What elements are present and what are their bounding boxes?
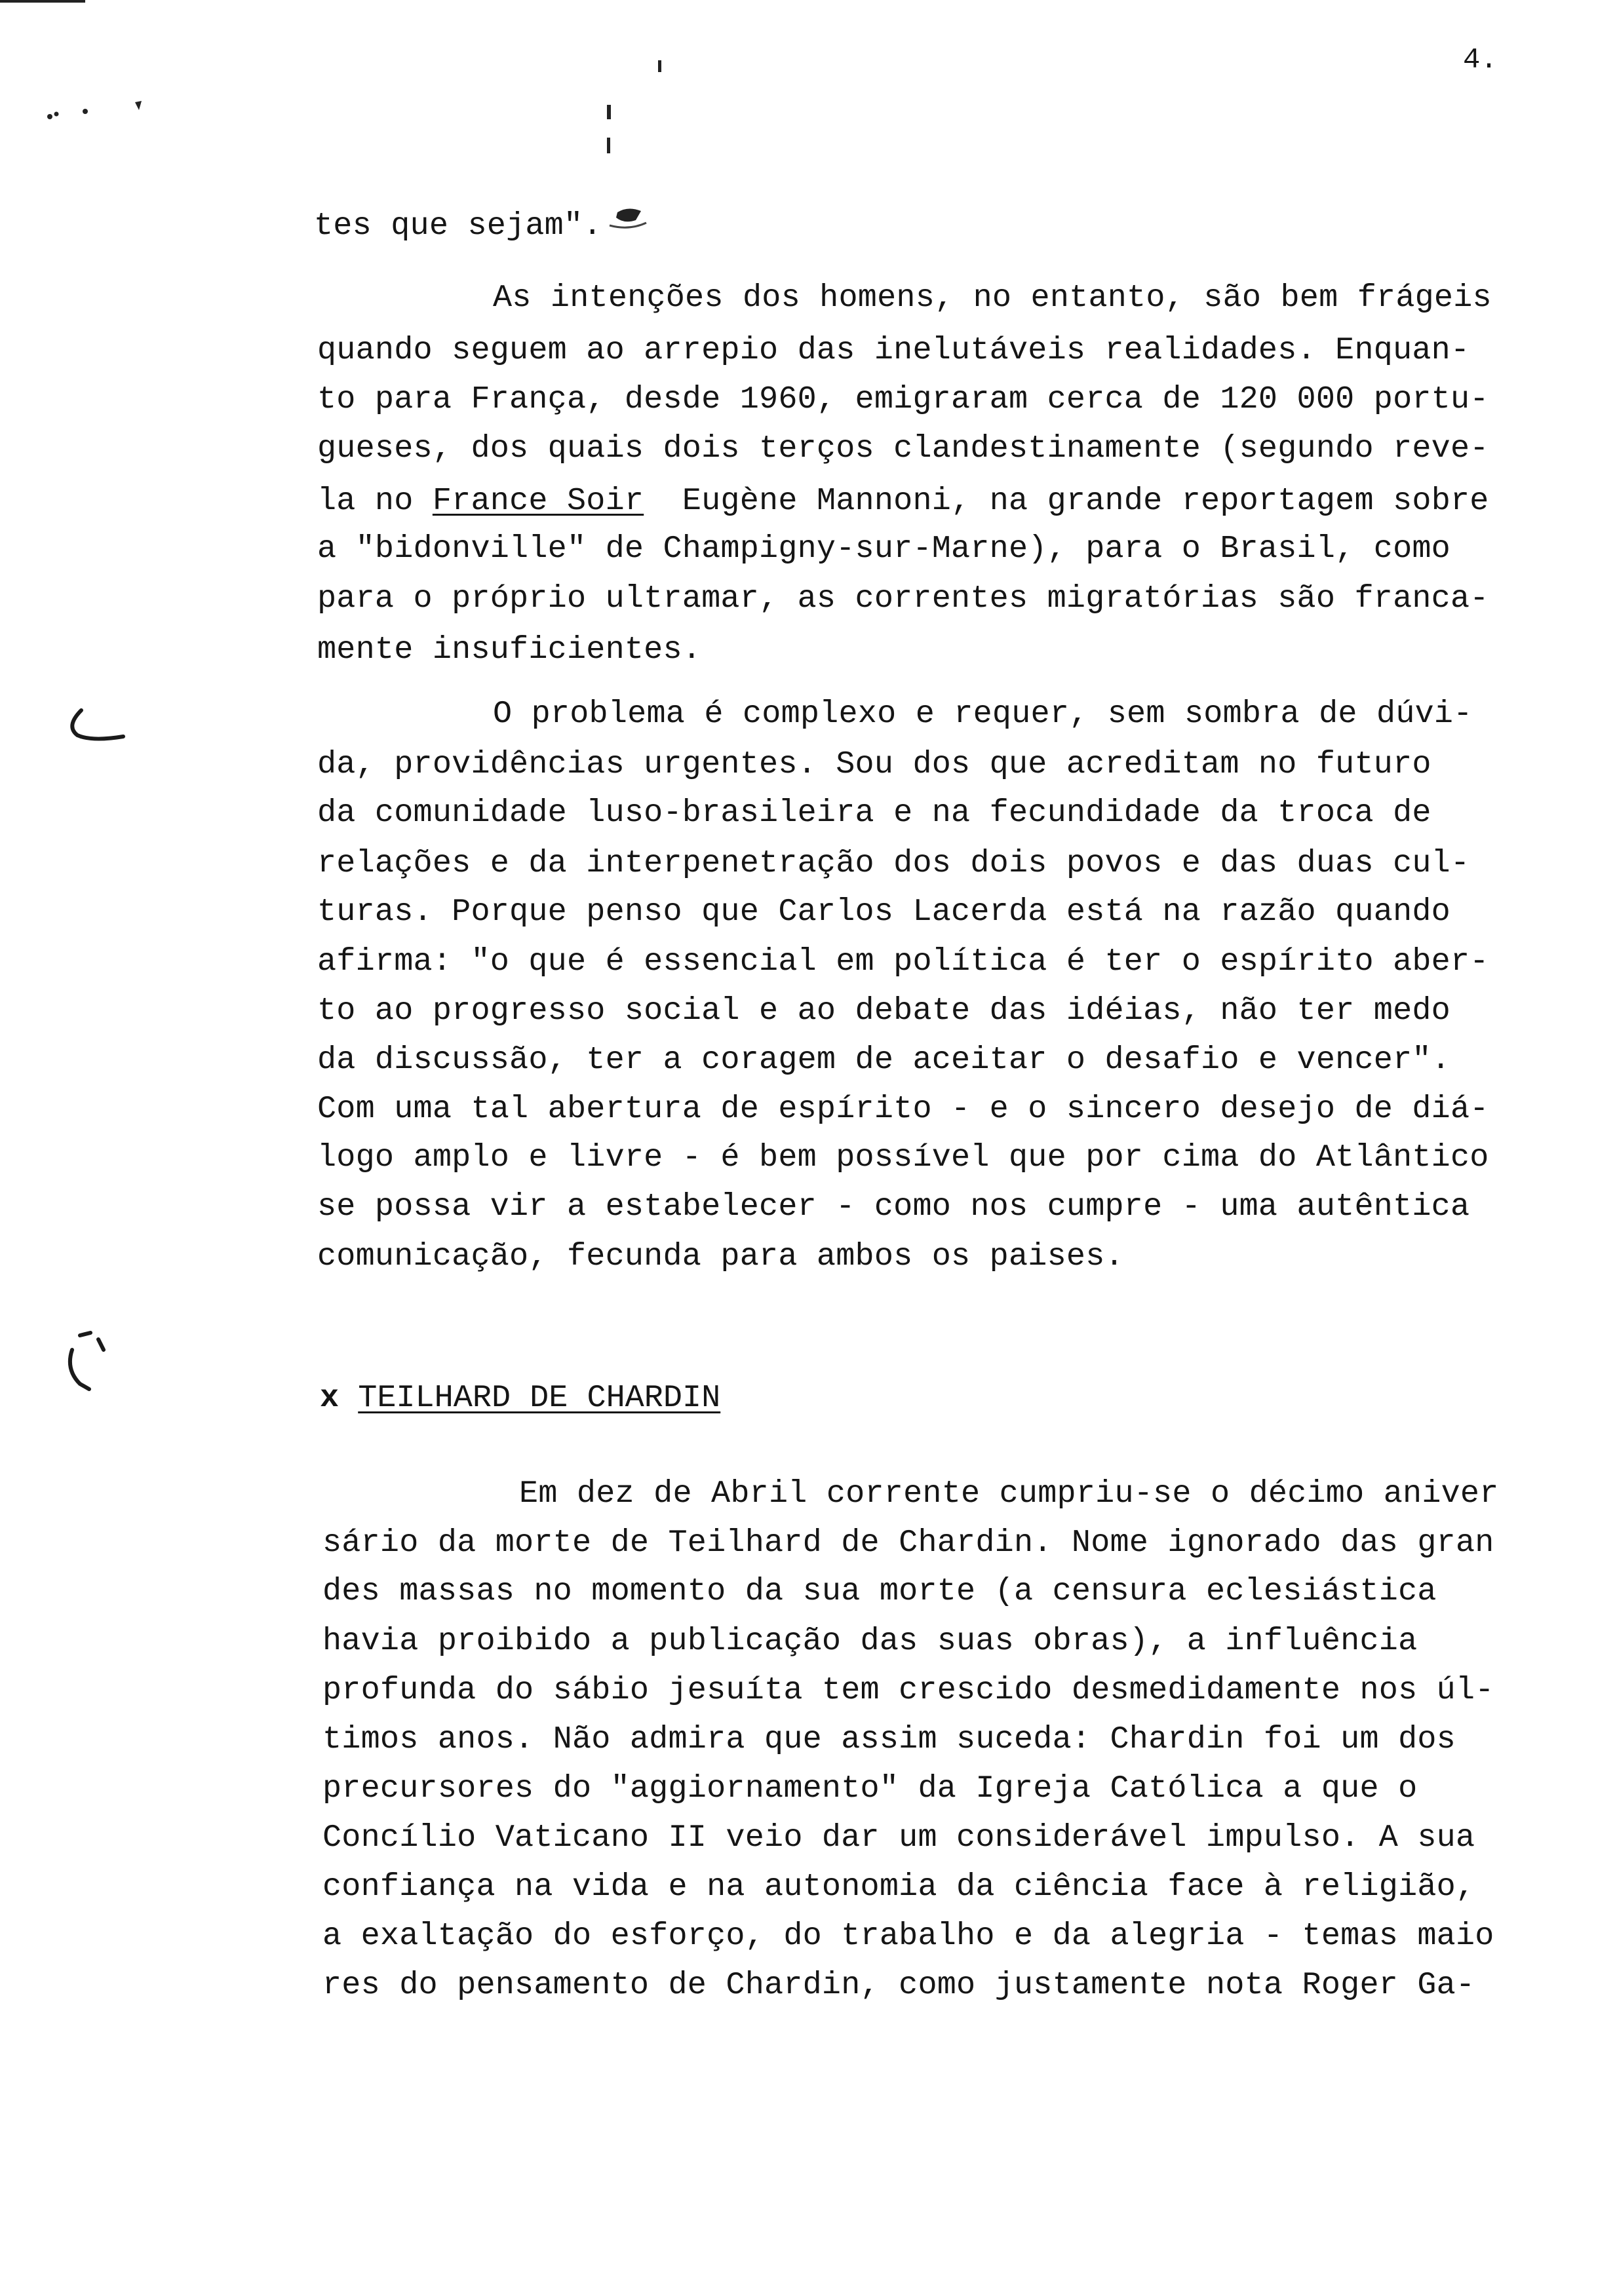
text-line: da comunidade luso-brasileira e na fecundidade da troca de [317,795,1431,831]
text-line: a "bidonville" de Champigny-sur-Marne), para o Brasil, como [317,531,1450,567]
text-line: As intenções dos homens, no entanto, são bem frágeis [493,280,1492,316]
text-line: a exaltação do esforço, do trabalho e da alegria - temas maio [322,1918,1494,1954]
text-line: O problema é complexo e requer, sem sombra de dúvi- [493,696,1473,732]
text-line: to para França, desde 1960, emigraram cerca de 120 000 portu- [317,381,1489,417]
text-line: tes que sejam". [314,208,602,244]
text-line: to ao progresso social e ao debate das idéias, não ter medo [317,993,1450,1029]
text-line: precursores do "aggiornamento" da Igreja Católica a que o [322,1770,1418,1807]
text-line: havia proibido a publicação das suas obras), a influência [322,1623,1418,1659]
newspaper-title: France Soir [432,483,644,519]
top-edge-mark [0,0,85,3]
text-line: relações e da interpenetração dos dois povos e das duas cul- [317,845,1470,881]
text-line: des massas no momento da sua morte (a censura eclesiástica [322,1573,1437,1609]
text-line: profunda do sábio jesuíta tem crescido desmedidamente nos úl- [322,1672,1494,1708]
text-line: sário da morte de Teilhard de Chardin. Nome ignorado das gran [322,1525,1494,1561]
text-line: para o próprio ultramar, as correntes migratórias são franca- [317,581,1489,617]
text-line: turas. Porque penso que Carlos Lacerda está na razão quando [317,894,1450,930]
page-number: 4. [1463,44,1498,77]
text-line: res do pensamento de Chardin, como justamente nota Roger Ga- [322,1967,1475,2003]
text-line: quando seguem ao arrepio das inelutáveis realidades. Enquan- [317,332,1470,368]
section-title: TEILHARD DE CHARDIN [358,1380,721,1416]
speck-marks-top-center [590,52,708,249]
bracket-mark-left [63,708,128,747]
text-line: Concílio Vaticano II veio dar um considerável impulso. A sua [322,1820,1475,1856]
line-text-after: Eugène Mannoni, na grande reportagem sobre [644,483,1489,519]
text-line: afirma: "o que é essencial em política é ter o espírito aber- [317,944,1489,980]
text-line: logo amplo e livre - é bem possível que por cima do Atlântico [317,1139,1489,1176]
text-line: mente insuficientes. [317,632,702,668]
section-heading [320,1379,720,1418]
bracket-mark-left-lower [60,1330,119,1396]
line-text-before: la no [317,483,433,519]
text-line: se possa vir a estabelecer - como nos cumpre - uma autêntica [317,1189,1470,1225]
text-line: comunicação, fecunda para ambos os paises. [317,1238,1124,1274]
heading-bullet: x [320,1380,340,1416]
text-line: gueses, dos quais dois terços clandestinamente (segundo reve- [317,430,1489,467]
text-line: Com uma tal abertura de espírito - e o sincero desejo de diá- [317,1091,1489,1127]
text-line: da discussão, ter a coragem de aceitar o desafio e vencer". [317,1042,1450,1078]
text-line: da, providências urgentes. Sou dos que acreditam no futuro [317,746,1431,782]
speck-marks-top-left [43,92,155,124]
text-line: timos anos. Não admira que assim suceda: Chardin foi um dos [322,1721,1456,1757]
text-line-with-title [317,482,1489,521]
text-line: confiança na vida e na autonomia da ciência face à religião, [322,1869,1475,1905]
text-line: Em dez de Abril corrente cumpriu-se o décimo aniver [519,1476,1499,1512]
